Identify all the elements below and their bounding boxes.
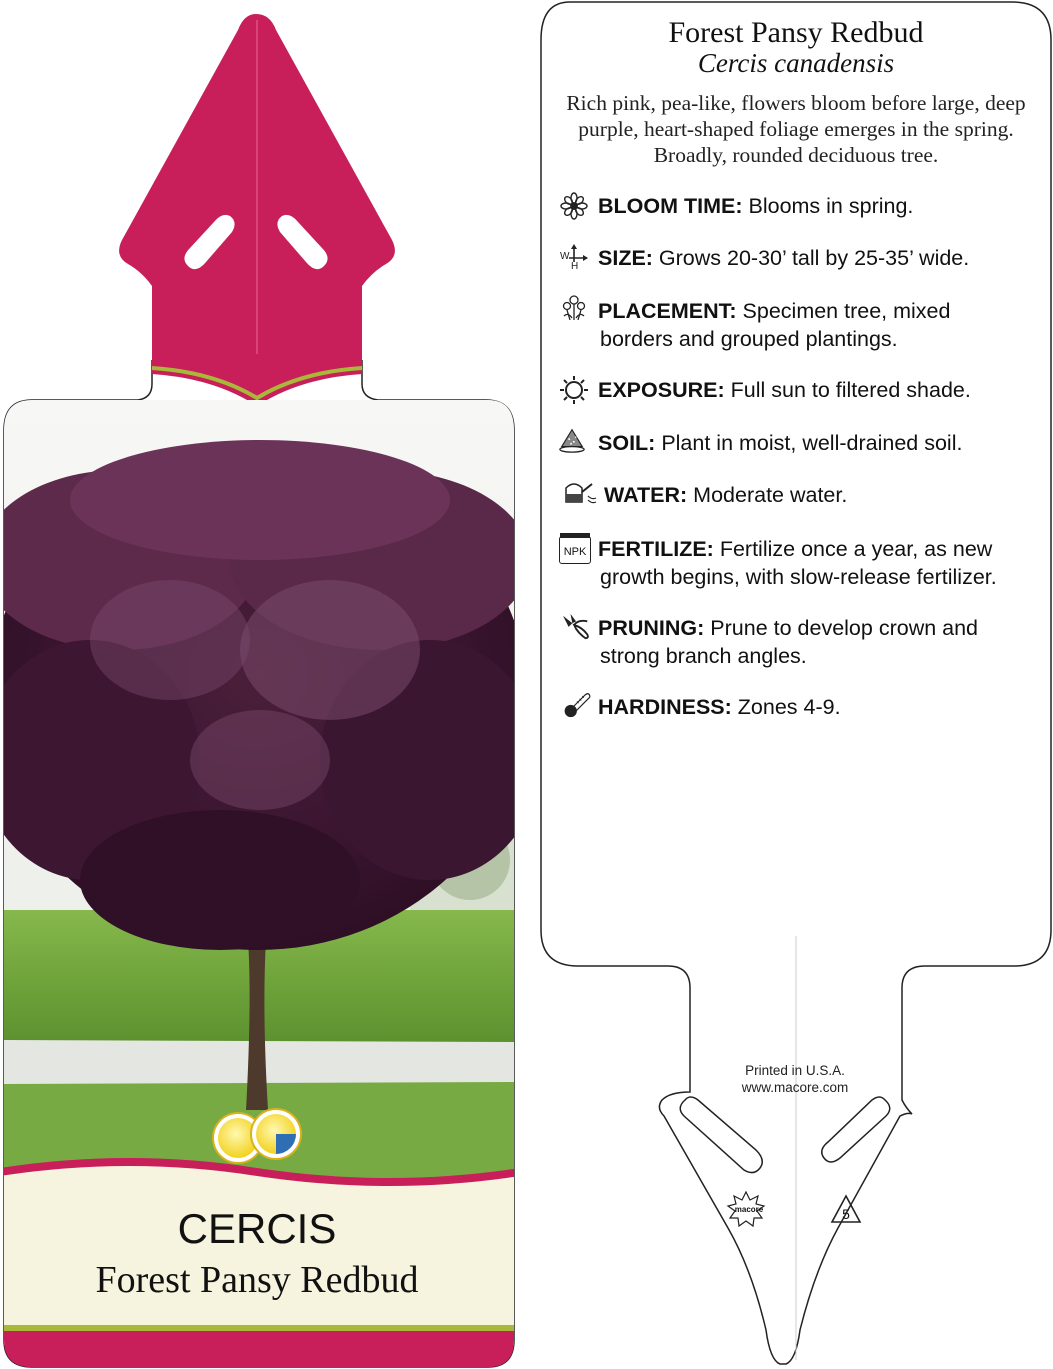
watering-can-icon bbox=[560, 478, 600, 506]
size-w-label: W bbox=[560, 251, 570, 262]
pruning-shears-icon bbox=[560, 612, 594, 640]
plant-description: Rich pink, pea-like, flowers bloom before large, deep purple, heart-shaped foliage emerges in the spring. Broadly, rounded deciduous tree. bbox=[566, 91, 1026, 167]
size-h-label: H bbox=[571, 261, 579, 272]
genus-name: CERCIS bbox=[177, 1205, 337, 1252]
common-name: Forest Pansy Redbud bbox=[95, 1259, 419, 1301]
npk-label: NPK bbox=[563, 546, 587, 558]
flower-icon bbox=[560, 192, 588, 220]
placement-icon bbox=[560, 294, 588, 322]
recycle-number: 5 bbox=[842, 1206, 850, 1222]
thermometer-icon bbox=[560, 690, 592, 718]
sun-icon bbox=[560, 376, 588, 404]
info-fertilize: FERTILIZE: Fertilize once a year, as new growth begins, with slow-release fertilizer. bbox=[598, 537, 997, 589]
info-placement: PLACEMENT: Specimen tree, mixed borders and grouped plantings. bbox=[598, 299, 951, 351]
info-size: SIZE: Grows 20-30’ tall by 25-35’ wide. bbox=[598, 246, 970, 270]
back-title: Forest Pansy Redbud bbox=[668, 16, 924, 49]
info-pruning: PRUNING: Prune to develop crown and strong branch angles. bbox=[598, 616, 979, 668]
info-bloom-time: BLOOM TIME: Blooms in spring. bbox=[598, 194, 914, 218]
soil-icon bbox=[558, 426, 586, 454]
part-sun-icon bbox=[251, 1109, 301, 1159]
info-exposure: EXPOSURE: Full sun to filtered shade. bbox=[598, 378, 971, 402]
print-info bbox=[690, 1062, 900, 1096]
info-hardiness: HARDINESS: Zones 4-9. bbox=[598, 695, 841, 719]
info-soil: SOIL: Plant in moist, well-drained soil. bbox=[598, 431, 963, 455]
fertilizer-icon bbox=[559, 536, 591, 564]
info-water: WATER: Moderate water. bbox=[604, 483, 848, 507]
macore-logo-text: macore bbox=[734, 1205, 764, 1214]
scientific-name: Cercis canadensis bbox=[697, 48, 895, 78]
front-tag bbox=[0, 0, 520, 1369]
website-label: www.macore.com bbox=[741, 1080, 849, 1095]
printed-in-label: Printed in U.S.A. bbox=[745, 1063, 845, 1078]
